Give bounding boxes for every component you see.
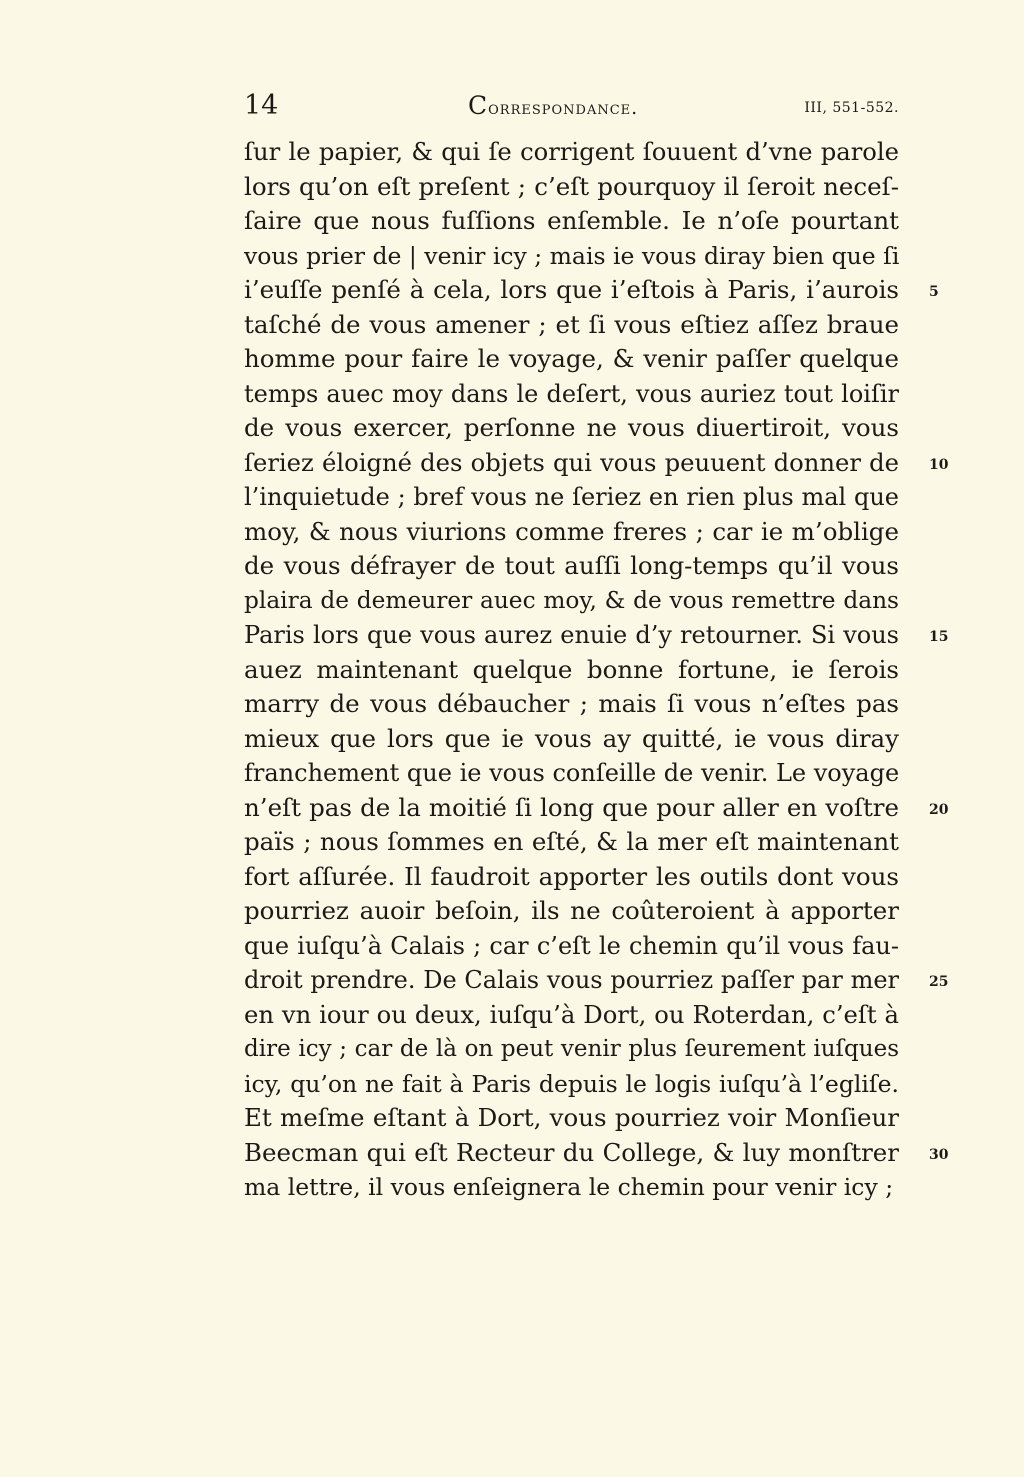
letter-text [244,135,949,1205]
text-line-content: vous prier de | venir icy ; mais ie vous diray bien que ſi [244,241,899,270]
text-line-content: auez maintenant quelque bonne fortune, ie ſerois [244,654,899,684]
text-line [244,618,949,653]
text-line [244,446,949,481]
text-line [244,204,899,239]
text-line-content: lors qu’on eſt preſent ; c’eſt pourquoy il ſeroit neceſ- [244,171,899,201]
line-number: 10 [929,456,949,473]
text-line-content: ſur le papier, & qui ſe corrigent ſouuent d’vne parole [244,137,899,166]
text-line-content: homme pour faire le voyage, & venir paſſer quelque [244,344,899,373]
volume-locator: III, 551-552. [804,100,899,116]
page-number: 14 [244,90,279,121]
text-line [244,170,899,205]
text-line-content: Paris lors que vous aurez enuie d’y retourner. Si vous [244,621,899,649]
text-line [244,239,899,274]
line-number: 5 [929,284,939,300]
text-line-content: païs ; nous ſommes en eſté, & la mer eſt maintenant [244,827,899,856]
running-title: Correspondance. [468,91,639,120]
text-line-content: de vous défrayer de tout auſſi long-temps qu’il vous [244,551,899,580]
text-line [244,549,899,584]
text-line-content: icy, qu’on ne fait à Paris depuis le logis iuſqu’à l’egliſe. [244,1069,899,1098]
text-line [244,894,899,929]
text-line [244,584,899,619]
text-line-content: franchement que ie vous conſeille de venir. Le voyage [244,759,899,787]
page-header [244,86,899,126]
text-line [244,1032,899,1067]
line-number: 25 [929,974,949,990]
text-line [244,825,899,860]
text-line-content: taſché de vous amener ; et ſi vous eſtiez aſſez braue [244,309,899,339]
text-line-content: fort aſſurée. Il faudroit apporter les outils dont vous [244,861,899,891]
text-line-content: droit prendre. De Calais vous pourriez paſſer par mer [244,966,899,994]
text-line [244,1067,899,1102]
text-line-content: ſaire que nous fuſſions enſemble. Ie n’oſe pourtant [244,206,899,235]
text-line [244,791,949,826]
text-line [244,653,899,688]
line-number: 20 [929,801,949,818]
text-line-content: moy, & nous viurions comme freres ; car ie m’oblige [244,516,899,546]
text-line [244,135,899,170]
text-line-content: ſeriez éloigné des objets qui vous peuuent donner de [244,447,899,477]
text-line-content: marry de vous débaucher ; mais ſi vous n’eſtes pas [244,689,899,718]
text-line-content: temps auec moy dans le deſert, vous auriez tout loiſir [244,379,899,408]
text-line [244,273,939,308]
text-line-content: de vous exercer, perſonne ne vous diuertiroit, vous [244,413,899,442]
text-line-content: i’euſſe penſé à cela, lors que i’eſtois à Paris, i’aurois [244,275,899,304]
text-line [244,515,899,550]
text-line-content: n’eſt pas de la moitié ſi long que pour aller en voſtre [244,792,899,822]
text-line-content: plaira de demeurer auec moy, & de vous remettre dans [244,586,899,614]
text-line [244,722,899,757]
text-line [244,998,899,1033]
text-line-content: Et meſme eſtant à Dort, vous pourriez voir Monſieur [244,1103,899,1132]
text-line-content: mieux que lors que ie vous ay quitté, ie vous diray [244,723,899,753]
text-line-content: dire icy ; car de là on peut venir plus ſeurement iuſques [244,1036,899,1062]
text-line [244,480,899,515]
line-number: 30 [929,1146,949,1163]
text-line-content: pourriez auoir beſoin, ils ne coûteroient à apporter [244,896,899,925]
text-line-content: en vn iour ou deux, iuſqu’à Dort, ou Roterdan, c’eſt à [244,999,899,1029]
text-line [244,1101,899,1136]
text-line [244,342,899,377]
text-line [244,1170,899,1205]
text-line [244,963,949,998]
line-number: 15 [929,629,949,645]
text-line [244,756,899,791]
text-line [244,411,899,446]
text-line-content: ma lettre, il vous enſeignera le chemin pour venir icy ; [244,1173,894,1201]
text-line [244,929,899,964]
text-line [244,687,899,722]
text-line [244,1136,949,1171]
text-line-content: Beecman qui eſt Recteur du College, & luy monſtrer [244,1137,899,1167]
text-line-content: que iuſqu’à Calais ; car c’eſt le chemin qu’il vous fau- [244,931,899,960]
text-line [244,308,899,343]
text-line-content: l’inquietude ; bref vous ne ſeriez en rien plus mal que [244,483,899,511]
text-line [244,377,899,412]
text-line [244,860,899,895]
